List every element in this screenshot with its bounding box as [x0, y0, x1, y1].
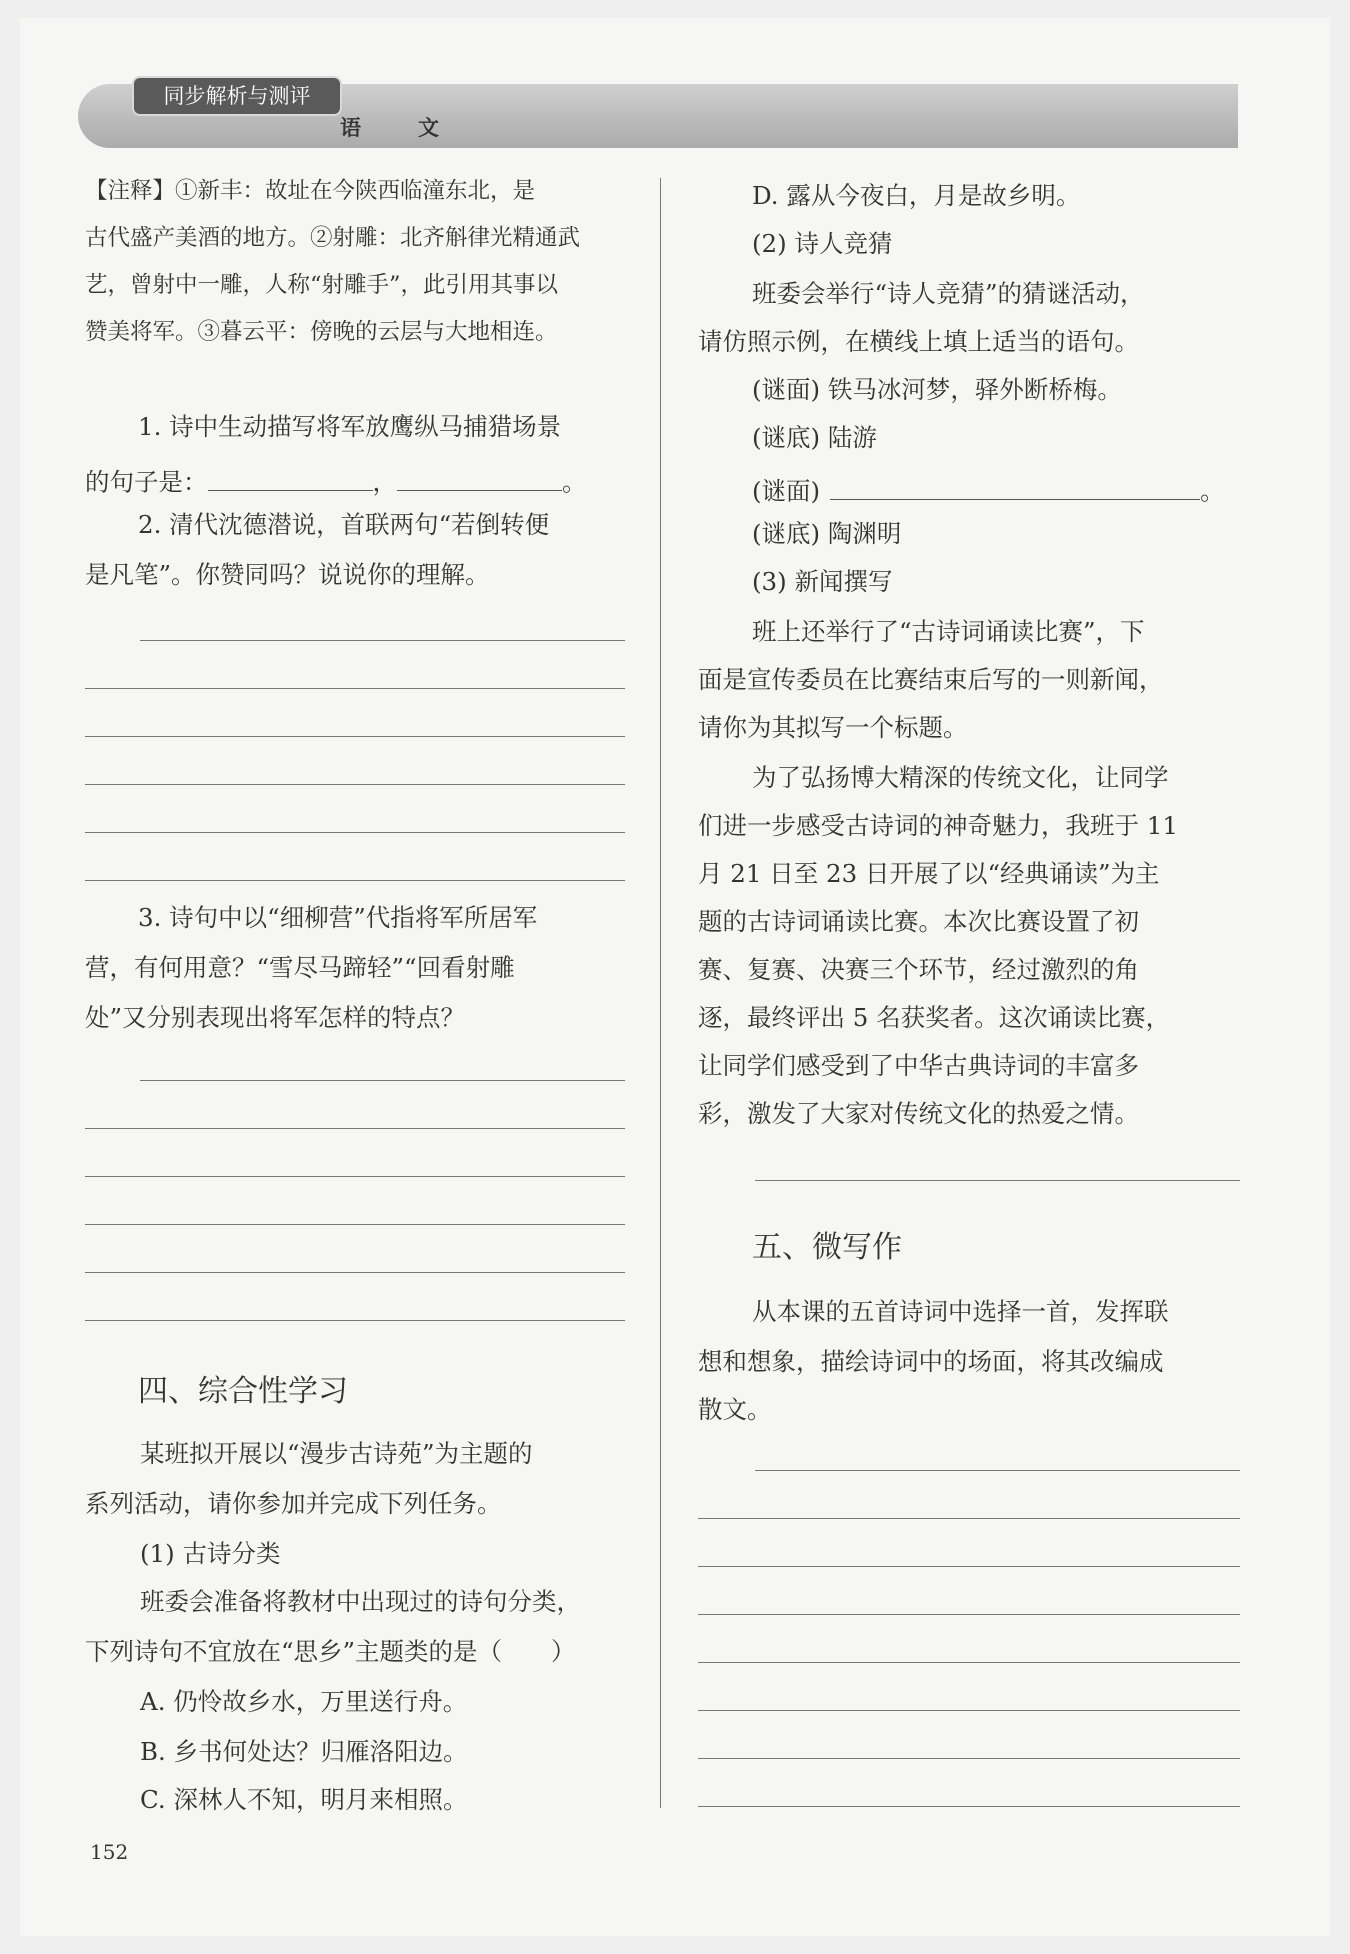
period: 。	[1200, 476, 1225, 506]
answer-blank[interactable]	[208, 465, 373, 491]
section-4-heading: 四、综合性学习	[138, 1374, 348, 1409]
task-3-body: 面是宣传委员在比赛结束后写的一则新闻，	[698, 665, 1164, 694]
riddle-1-answer: (谜底) 陆游	[752, 423, 877, 452]
answer-line[interactable]	[140, 1080, 625, 1081]
page-number: 152	[90, 1840, 129, 1864]
news-text: 为了弘扬博大精深的传统文化，让同学	[752, 763, 1169, 792]
period: 。	[562, 467, 587, 497]
answer-line[interactable]	[85, 1176, 625, 1177]
subject-label: 语 文	[340, 116, 457, 140]
answer-line[interactable]	[85, 736, 625, 737]
writing-line[interactable]	[698, 1518, 1240, 1519]
section-5-heading: 五、微写作	[752, 1230, 902, 1265]
writing-line[interactable]	[698, 1566, 1240, 1567]
section-4-intro: 系列活动，请你参加并完成下列任务。	[85, 1489, 502, 1518]
news-text: 题的古诗词诵读比赛。本次比赛设置了初	[698, 907, 1139, 936]
news-text: 让同学们感受到了中华古典诗词的丰富多	[698, 1051, 1139, 1080]
riddle-2-answer: (谜底) 陶渊明	[752, 519, 902, 548]
news-text: 彩，激发了大家对传统文化的热爱之情。	[698, 1099, 1139, 1128]
annotation-line: 【注释】①新丰：故址在今陕西临潼东北，是	[85, 178, 536, 204]
answer-line[interactable]	[85, 688, 625, 689]
comma: ，	[372, 467, 397, 497]
question-3: 营，有何用意？“雪尽马蹄轻”“回看射雕	[85, 953, 515, 982]
task-2-title: (2) 诗人竞猜	[752, 229, 893, 258]
writing-line[interactable]	[698, 1710, 1240, 1711]
section-5-body: 从本课的五首诗词中选择一首，发挥联	[752, 1297, 1169, 1326]
task-3-body: 请你为其拟写一个标题。	[698, 713, 968, 742]
headline-answer-line[interactable]	[755, 1180, 1240, 1181]
question-3: 处”又分别表现出将军怎样的特点？	[85, 1003, 466, 1032]
question-2: 2. 清代沈德潜说，首联两句“若倒转便	[138, 510, 550, 539]
task-2-body: 班委会举行“诗人竞猜”的猜谜活动，	[752, 279, 1145, 308]
answer-line[interactable]	[140, 640, 625, 641]
option-b: B. 乡书何处达？归雁洛阳边。	[140, 1737, 468, 1766]
question-1: 1. 诗中生动描写将军放鹰纵马捕猎场景	[138, 412, 562, 441]
writing-line[interactable]	[698, 1662, 1240, 1663]
column-divider	[660, 178, 661, 1808]
answer-line[interactable]	[85, 880, 625, 881]
annotation-line: 古代盛产美酒的地方。②射雕：北齐斛律光精通武	[85, 225, 581, 251]
question-1-prefix: 的句子是：	[85, 467, 208, 497]
task-1-body: 下列诗句不宜放在“思乡”主题类的是（ ）	[85, 1637, 576, 1666]
answer-line[interactable]	[85, 784, 625, 785]
question-1-answer-line	[85, 465, 587, 495]
task-3-body: 班上还举行了“古诗词诵读比赛”，下	[752, 617, 1145, 646]
annotation-line: 赞美将军。③暮云平：傍晚的云层与大地相连。	[85, 319, 558, 345]
annotation-line: 艺，曾射中一雕，人称“射雕手”，此引用其事以	[85, 272, 559, 298]
writing-line[interactable]	[698, 1806, 1240, 1807]
answer-line[interactable]	[85, 1128, 625, 1129]
option-a: A. 仍怜故乡水，万里送行舟。	[140, 1687, 468, 1716]
writing-line[interactable]	[755, 1470, 1240, 1471]
series-title: 同步解析与测评	[132, 76, 342, 116]
section-5-body: 散文。	[698, 1395, 772, 1424]
task-1-title: (1) 古诗分类	[140, 1539, 281, 1568]
answer-line[interactable]	[85, 1272, 625, 1273]
question-3: 3. 诗句中以“细柳营”代指将军所居军	[138, 903, 538, 932]
task-2-body: 请仿照示例，在横线上填上适当的语句。	[698, 327, 1139, 356]
riddle-1-face: (谜面) 铁马冰河梦，驿外断桥梅。	[752, 375, 1122, 404]
section-5-body: 想和想象，描绘诗词中的场面，将其改编成	[698, 1347, 1164, 1376]
section-4-intro: 某班拟开展以“漫步古诗苑”为主题的	[140, 1439, 533, 1468]
answer-line[interactable]	[85, 832, 625, 833]
news-text: 月 21 日至 23 日开展了以“经典诵读”为主	[698, 859, 1160, 888]
writing-line[interactable]	[698, 1758, 1240, 1759]
riddle-label: (谜面)	[752, 476, 821, 506]
option-c: C. 深林人不知，明月来相照。	[140, 1785, 468, 1814]
answer-line[interactable]	[85, 1320, 625, 1321]
news-text: 逐，最终评出 5 名获奖者。这次诵读比赛，	[698, 1003, 1171, 1032]
writing-line[interactable]	[698, 1614, 1240, 1615]
news-text: 们进一步感受古诗词的神奇魅力，我班于 11	[698, 811, 1178, 840]
news-text: 赛、复赛、决赛三个环节，经过激烈的角	[698, 955, 1139, 984]
answer-line[interactable]	[85, 1224, 625, 1225]
answer-blank[interactable]	[397, 465, 562, 491]
task-1-body: 班委会准备将教材中出现过的诗句分类，	[140, 1587, 581, 1616]
task-3-title: (3) 新闻撰写	[752, 567, 893, 596]
answer-blank[interactable]	[830, 474, 1200, 500]
question-2: 是凡笔”。你赞同吗？说说你的理解。	[85, 560, 490, 589]
option-d: D. 露从今夜白，月是故乡明。	[752, 181, 1081, 210]
riddle-2-face	[752, 474, 1225, 504]
